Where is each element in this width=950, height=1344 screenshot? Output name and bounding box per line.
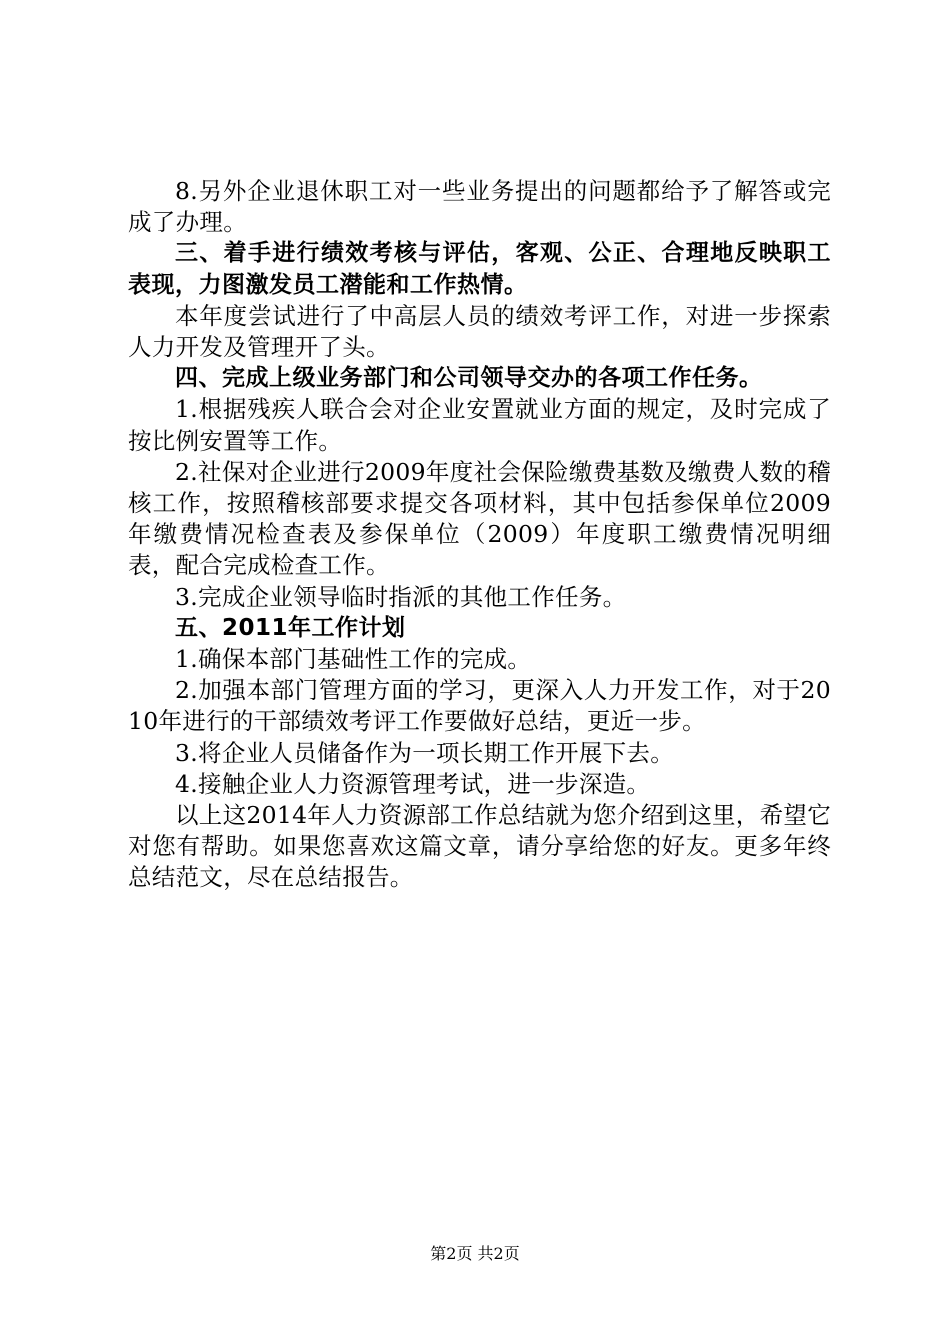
section-heading-performance: 三、着手进行绩效考核与评估，客观、公正、合理地反映职工表现，力图激发员工潜能和工作热情。 — [128, 240, 831, 298]
paragraph-disability-placement: 1.根据残疾人联合会对企业安置就业方面的规定，及时完成了按比例安置等工作。 — [128, 395, 831, 455]
paragraph-plan-item-2: 2.加强本部门管理方面的学习，更深入人力开发工作，对于2010年进行的干部绩效考评工作要做好总结，更近一步。 — [128, 676, 831, 736]
section-heading-assigned-tasks: 四、完成上级业务部门和公司领导交办的各项工作任务。 — [175, 365, 763, 392]
paragraph-plan-item-3: 3.将企业人员储备作为一项长期工作开展下去。 — [175, 738, 675, 767]
page-number-label: 第2页 共2页 — [430, 1244, 520, 1263]
paragraph-social-insurance-audit: 2.社保对企业进行2009年度社会保险缴费基数及缴费人数的稽核工作，按照稽核部要求提交各项材料，其中包括参保单位2009年缴费情况检查表及参保单位（2009）年度职工缴费情况明细表，配合完成检查工作。 — [128, 457, 831, 580]
paragraph-other-tasks: 3.完成企业领导临时指派的其他工作任务。 — [175, 582, 627, 611]
document-body — [128, 176, 831, 894]
section-heading-work-plan: 五、2011年工作计划 — [175, 614, 406, 641]
paragraph-closing: 以上这2014年人力资源部工作总结就为您介绍到这里，希望它对您有帮助。如果您喜欢这篇文章，请分享给您的好友。更多年终总结范文，尽在总结报告。 — [128, 801, 832, 892]
paragraph-retiree-service: 8.另外企业退休职工对一些业务提出的问题都给予了解答或完成了办理。 — [128, 177, 831, 237]
paragraph-plan-item-4: 4.接触企业人力资源管理考试，进一步深造。 — [175, 769, 651, 798]
paragraph-plan-item-1: 1.确保本部门基础性工作的完成。 — [175, 645, 532, 674]
paragraph-performance-review: 本年度尝试进行了中高层人员的绩效考评工作，对进一步探索人力开发及管理开了头。 — [128, 301, 831, 362]
page-footer — [0, 1244, 950, 1264]
